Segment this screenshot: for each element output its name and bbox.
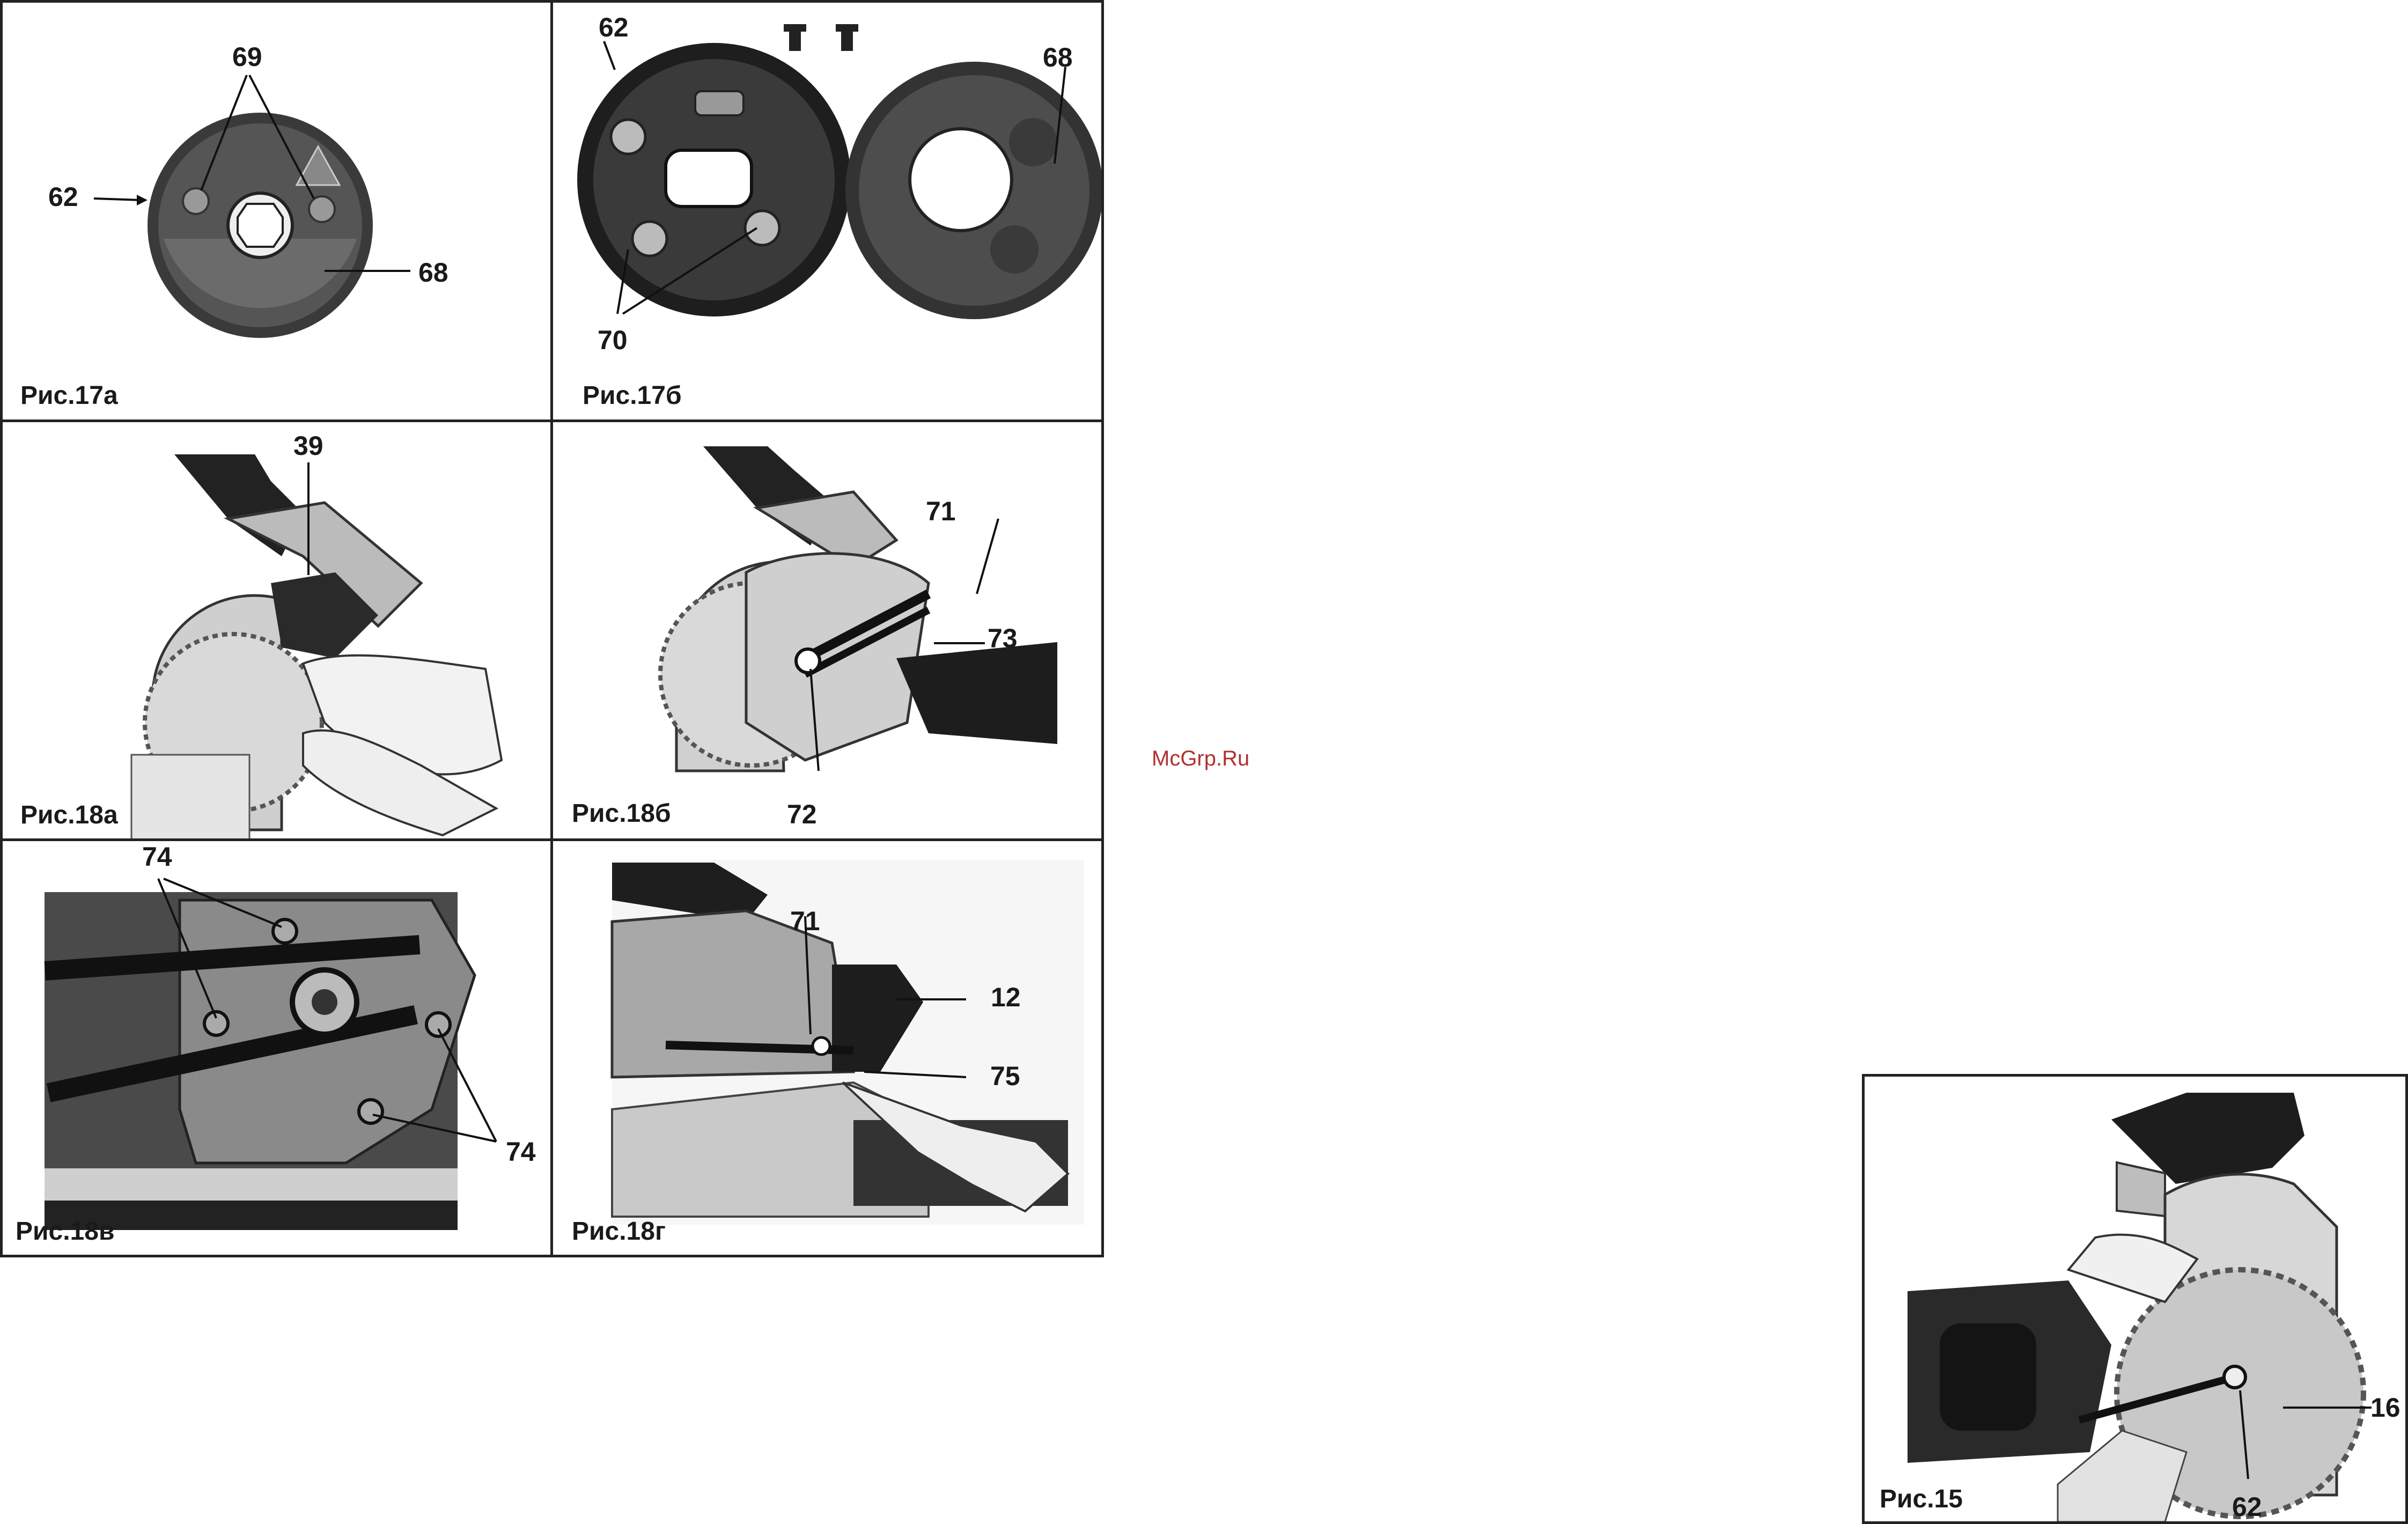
- watermark: McGrp.Ru: [1152, 747, 1250, 770]
- callout-62: 62: [2232, 1492, 2262, 1522]
- figure-18a: [0, 419, 553, 841]
- figure-17a: [0, 0, 553, 422]
- callout-71: 71: [926, 496, 956, 526]
- figure-caption: Рис.17а: [20, 381, 118, 410]
- figure-caption: Рис.18б: [572, 799, 671, 828]
- figure-18g: [550, 838, 1104, 1257]
- callout-74-bottom: 74: [506, 1137, 536, 1167]
- callout-68: 68: [1043, 42, 1073, 72]
- callout-74-top: 74: [142, 842, 172, 872]
- figure-caption: Рис.18г: [572, 1217, 666, 1246]
- callout-12: 12: [991, 982, 1021, 1012]
- illustration-15: [1865, 1077, 2408, 1524]
- figure-caption: Рис.17б: [583, 381, 682, 410]
- callout-16: 16: [2370, 1393, 2400, 1423]
- figure-caption: Рис.18в: [16, 1217, 115, 1246]
- callout-72: 72: [787, 799, 817, 829]
- figure-grid: [0, 0, 1104, 1257]
- illustration-18g: [553, 841, 1104, 1257]
- callout-62: 62: [48, 182, 78, 212]
- illustration-17a: [3, 3, 553, 422]
- callout-68: 68: [418, 257, 448, 288]
- figure-caption: Рис.15: [1880, 1485, 1963, 1513]
- figure-caption: Рис.18а: [20, 801, 118, 829]
- callout-39: 39: [293, 431, 323, 461]
- callout-69: 69: [232, 42, 262, 72]
- callout-73: 73: [988, 623, 1018, 653]
- figure-18b: [550, 419, 1104, 841]
- illustration-18v: [3, 841, 553, 1257]
- figure-18v: [0, 838, 553, 1257]
- callout-71: 71: [790, 906, 820, 936]
- figure-15: [1862, 1074, 2408, 1524]
- callout-62: 62: [599, 12, 629, 42]
- illustration-17b: [553, 3, 1104, 422]
- illustration-18a: [3, 422, 553, 841]
- figure-17b: [550, 0, 1104, 422]
- callout-75: 75: [990, 1061, 1020, 1091]
- illustration-18b: [553, 422, 1104, 841]
- callout-70: 70: [598, 325, 628, 355]
